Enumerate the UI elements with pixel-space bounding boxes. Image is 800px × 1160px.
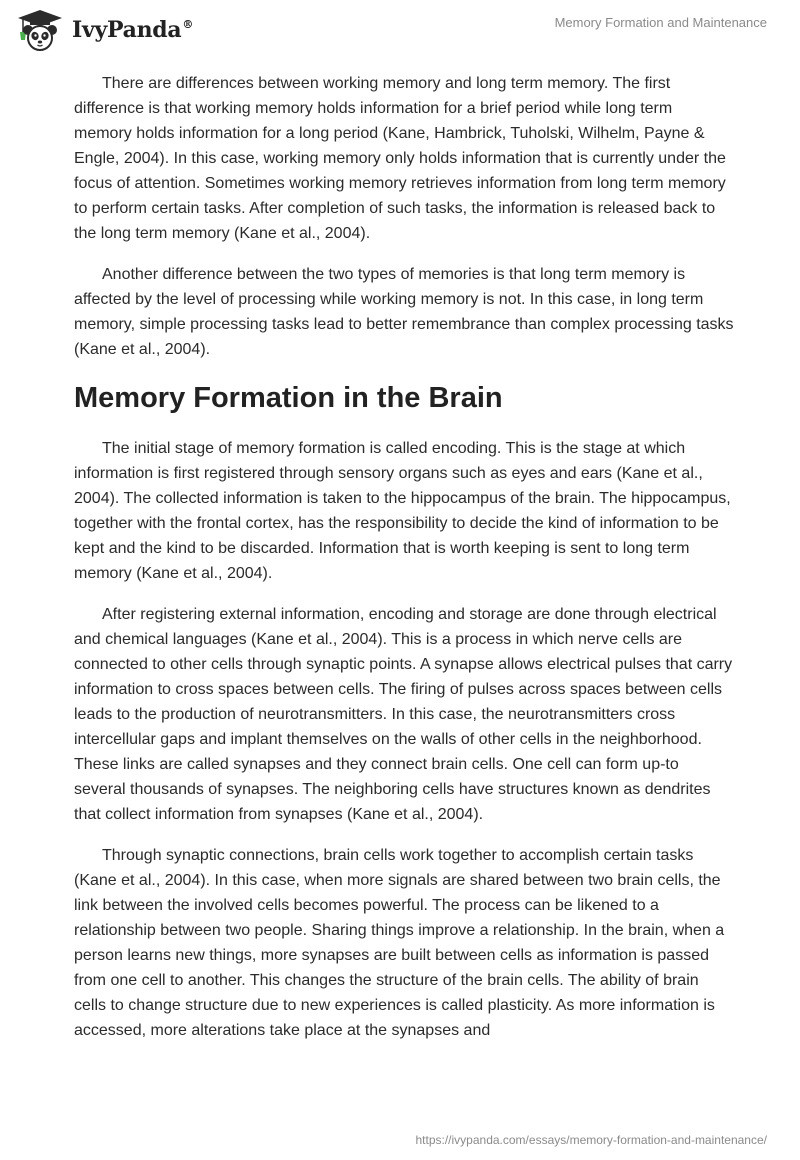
paragraph: The initial stage of memory formation is called encoding. This is the stage at which information is first registered through sensory organs such as eyes and ears (Kane et al., 2004). The collected information is taken to the hippocampus of the brain. The hippocampus, together with the frontal cortex, has the responsibility to decide the kind of information to be kept and the kind to be discarded. Information that is worth keeping is sent to long term memory (Kane et al., 2004). xyxy=(74,440,731,582)
essay-body xyxy=(74,71,734,1059)
registered-mark: ® xyxy=(182,18,194,31)
paragraph: Through synaptic connections, brain cells work together to accomplish certain tasks (Kane et al., 2004). In this case, when more signals are shared between two brain cells, the link between the involved cells becomes powerful. The process can be likened to a relationship between two people. Sharing things improve a relationship. In the brain, when a person learns new things, more synapses are built between cells as information is passed from one cell to another. This changes the structure of the brain cells. The ability of brain cells to change structure due to new experiences is called plasticity. As more information is accessed, more alterations take place at the synapses and xyxy=(74,847,725,1039)
paragraph: After registering external information, encoding and storage are done through electrical and chemical languages (Kane et al., 2004). This is a process in which nerve cells are connected to other cells through synaptic points. A synapse allows electrical pulses that carry information to cross spaces between cells. The firing of pulses across spaces between cells leads to the production of neurotransmitters. In this case, the neurotransmitters cross intercellular gaps and implant themselves on the walls of other cells in the neighborhood. These links are called synapses and they connect brain cells. One cell can form up-to several thousands of synapses. The neighboring cells have structures known as dendrites that collect information from synapses (Kane et al., 2004). xyxy=(74,606,733,823)
document-title: Memory Formation and Maintenance xyxy=(554,15,767,30)
paragraph: Another difference between the two types of memories is that long term memory is affected by the level of processing while working memory is not. In this case, in long term memory, simple processing tasks lead to better remembrance than complex processing tasks (Kane et al., 2004). xyxy=(74,266,734,358)
source-url[interactable]: https://ivypanda.com/essays/memory-formation-and-maintenance/ xyxy=(415,1133,767,1147)
page-header xyxy=(0,0,800,64)
panda-graduate-icon xyxy=(14,8,66,52)
section-heading: Memory Formation in the Brain xyxy=(74,382,503,414)
paragraph: There are differences between working memory and long term memory. The first difference is that working memory holds information for a brief period while long term memory holds information for a long period (Kane, Hambrick, Tuholski, Wilhelm, Payne & Engle, 2004). In this case, working memory only holds information that is currently under the focus of attention. Sometimes working memory retrieves information from long term memory to perform certain tasks. After completion of such tasks, the information is released back to the long term memory (Kane et al., 2004). xyxy=(74,75,726,242)
ivypanda-logo[interactable] xyxy=(14,8,193,52)
brand-name: IvyPanda® xyxy=(72,17,194,43)
